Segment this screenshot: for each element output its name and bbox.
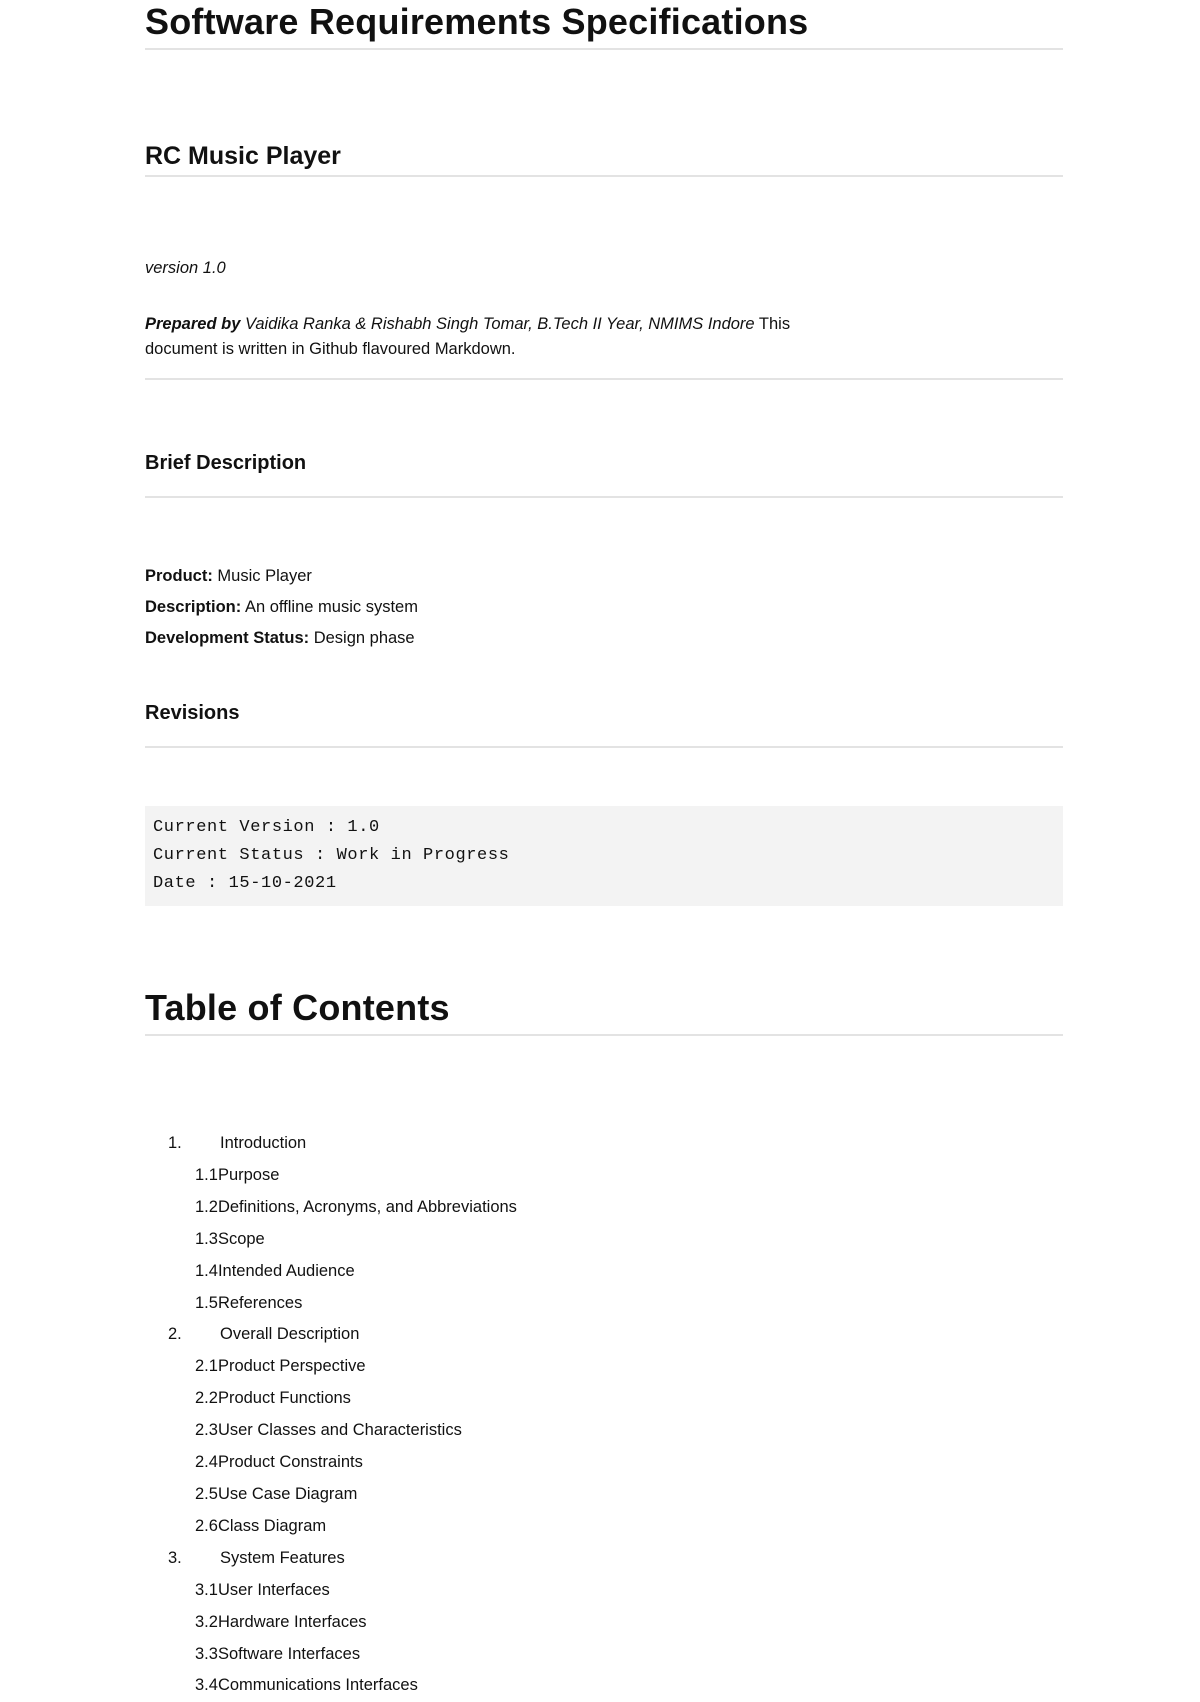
field-product bbox=[145, 563, 312, 589]
project-name-heading: RC Music Player bbox=[145, 141, 1063, 177]
toc-item-label: Product Perspective bbox=[217, 1357, 366, 1376]
field-value: An offline music system bbox=[241, 598, 418, 616]
toc-item-label: Communications Interfaces bbox=[217, 1676, 418, 1695]
toc-item[interactable] bbox=[145, 1383, 517, 1415]
code-line: Date : 15-10-2021 bbox=[153, 874, 337, 893]
version-text: version 1.0 bbox=[145, 259, 226, 277]
toc-item[interactable] bbox=[145, 1128, 517, 1160]
toc-item-number: 2.5 bbox=[195, 1484, 218, 1503]
toc-item-number: 2.6 bbox=[195, 1516, 218, 1535]
toc-item-label: Class Diagram bbox=[217, 1516, 327, 1535]
toc-item[interactable] bbox=[145, 1607, 517, 1639]
toc-item-label: Scope bbox=[217, 1229, 265, 1248]
toc-item-number: 2.2 bbox=[195, 1389, 218, 1408]
toc-item[interactable] bbox=[145, 1256, 517, 1288]
toc-heading: Table of Contents bbox=[145, 988, 1063, 1036]
document-title: Software Requirements Specifications bbox=[145, 2, 1063, 50]
toc-item-label: Overall Description bbox=[220, 1325, 360, 1344]
toc-item-number: 2.1 bbox=[195, 1357, 218, 1376]
toc-item[interactable] bbox=[145, 1160, 517, 1192]
toc-item[interactable] bbox=[145, 1479, 517, 1511]
note-line1: This bbox=[754, 315, 791, 333]
toc-item-number: 2.4 bbox=[195, 1453, 218, 1472]
field-value: Music Player bbox=[212, 567, 312, 585]
code-line: Current Version : 1.0 bbox=[153, 818, 380, 837]
revisions-heading: Revisions bbox=[145, 700, 1063, 748]
toc-item-label: User Interfaces bbox=[217, 1580, 330, 1599]
prepared-by-line bbox=[145, 311, 790, 337]
toc-item[interactable] bbox=[145, 1543, 517, 1575]
prepared-by-value: Vaidika Ranka & Rishabh Singh Tomar, B.Tech II Year, NMIMS Indore bbox=[244, 315, 755, 333]
toc-item[interactable] bbox=[145, 1639, 517, 1671]
note-line2: document is written in Github flavoured Markdown. bbox=[145, 340, 516, 358]
toc-item[interactable] bbox=[145, 1319, 517, 1351]
toc-item[interactable] bbox=[145, 1288, 517, 1320]
code-line: Current Status : Work in Progress bbox=[153, 846, 510, 865]
toc-item-number: 1.3 bbox=[195, 1229, 218, 1248]
toc-item[interactable] bbox=[145, 1415, 517, 1447]
brief-description-heading: Brief Description bbox=[145, 450, 1063, 498]
toc-item-number: 1.4 bbox=[195, 1261, 218, 1280]
field-label: Description: bbox=[145, 598, 242, 616]
toc-item-label: Intended Audience bbox=[217, 1261, 355, 1280]
field-label: Development Status: bbox=[145, 629, 310, 647]
field-value: Design phase bbox=[309, 629, 415, 647]
toc-item-number: 3.2 bbox=[195, 1612, 218, 1631]
toc-item-label: Introduction bbox=[220, 1134, 307, 1152]
field-development-status bbox=[145, 625, 415, 651]
toc-item-number: 1. bbox=[168, 1134, 182, 1152]
toc-item-number: 1.5 bbox=[195, 1293, 218, 1312]
toc-item-label: Purpose bbox=[217, 1165, 280, 1184]
revisions-code-block bbox=[145, 806, 1063, 906]
toc-item[interactable] bbox=[145, 1351, 517, 1383]
toc-item-number: 3.4 bbox=[195, 1676, 218, 1695]
toc-item[interactable] bbox=[145, 1224, 517, 1256]
toc-item-number: 1.1 bbox=[195, 1165, 218, 1184]
toc-item-label: Software Interfaces bbox=[217, 1644, 361, 1663]
field-description bbox=[145, 594, 418, 620]
toc-item-label: User Classes and Characteristics bbox=[217, 1421, 462, 1440]
toc-item-number: 3.1 bbox=[195, 1580, 218, 1599]
toc-item[interactable] bbox=[145, 1575, 517, 1607]
field-label: Product: bbox=[145, 567, 213, 585]
toc-item-label: References bbox=[217, 1293, 303, 1312]
toc-item-label: Product Constraints bbox=[217, 1453, 363, 1472]
toc-item-label: Hardware Interfaces bbox=[217, 1612, 367, 1631]
toc-item-number: 1.2 bbox=[195, 1197, 218, 1216]
toc-list bbox=[145, 1128, 517, 1702]
toc-item[interactable] bbox=[145, 1670, 517, 1702]
toc-item-number: 2. bbox=[168, 1325, 182, 1344]
prepared-by-label: Prepared by bbox=[145, 315, 241, 333]
section-divider bbox=[145, 378, 1063, 380]
toc-item[interactable] bbox=[145, 1192, 517, 1224]
toc-item-number: 2.3 bbox=[195, 1421, 218, 1440]
toc-item[interactable] bbox=[145, 1447, 517, 1479]
toc-item-number: 3. bbox=[168, 1548, 182, 1567]
toc-item[interactable] bbox=[145, 1511, 517, 1543]
toc-item-label: Product Functions bbox=[217, 1389, 351, 1408]
toc-item-number: 3.3 bbox=[195, 1644, 218, 1663]
toc-item-label: Definitions, Acronyms, and Abbreviations bbox=[217, 1197, 517, 1216]
toc-item-label: Use Case Diagram bbox=[217, 1484, 358, 1503]
toc-item-label: System Features bbox=[220, 1548, 345, 1567]
